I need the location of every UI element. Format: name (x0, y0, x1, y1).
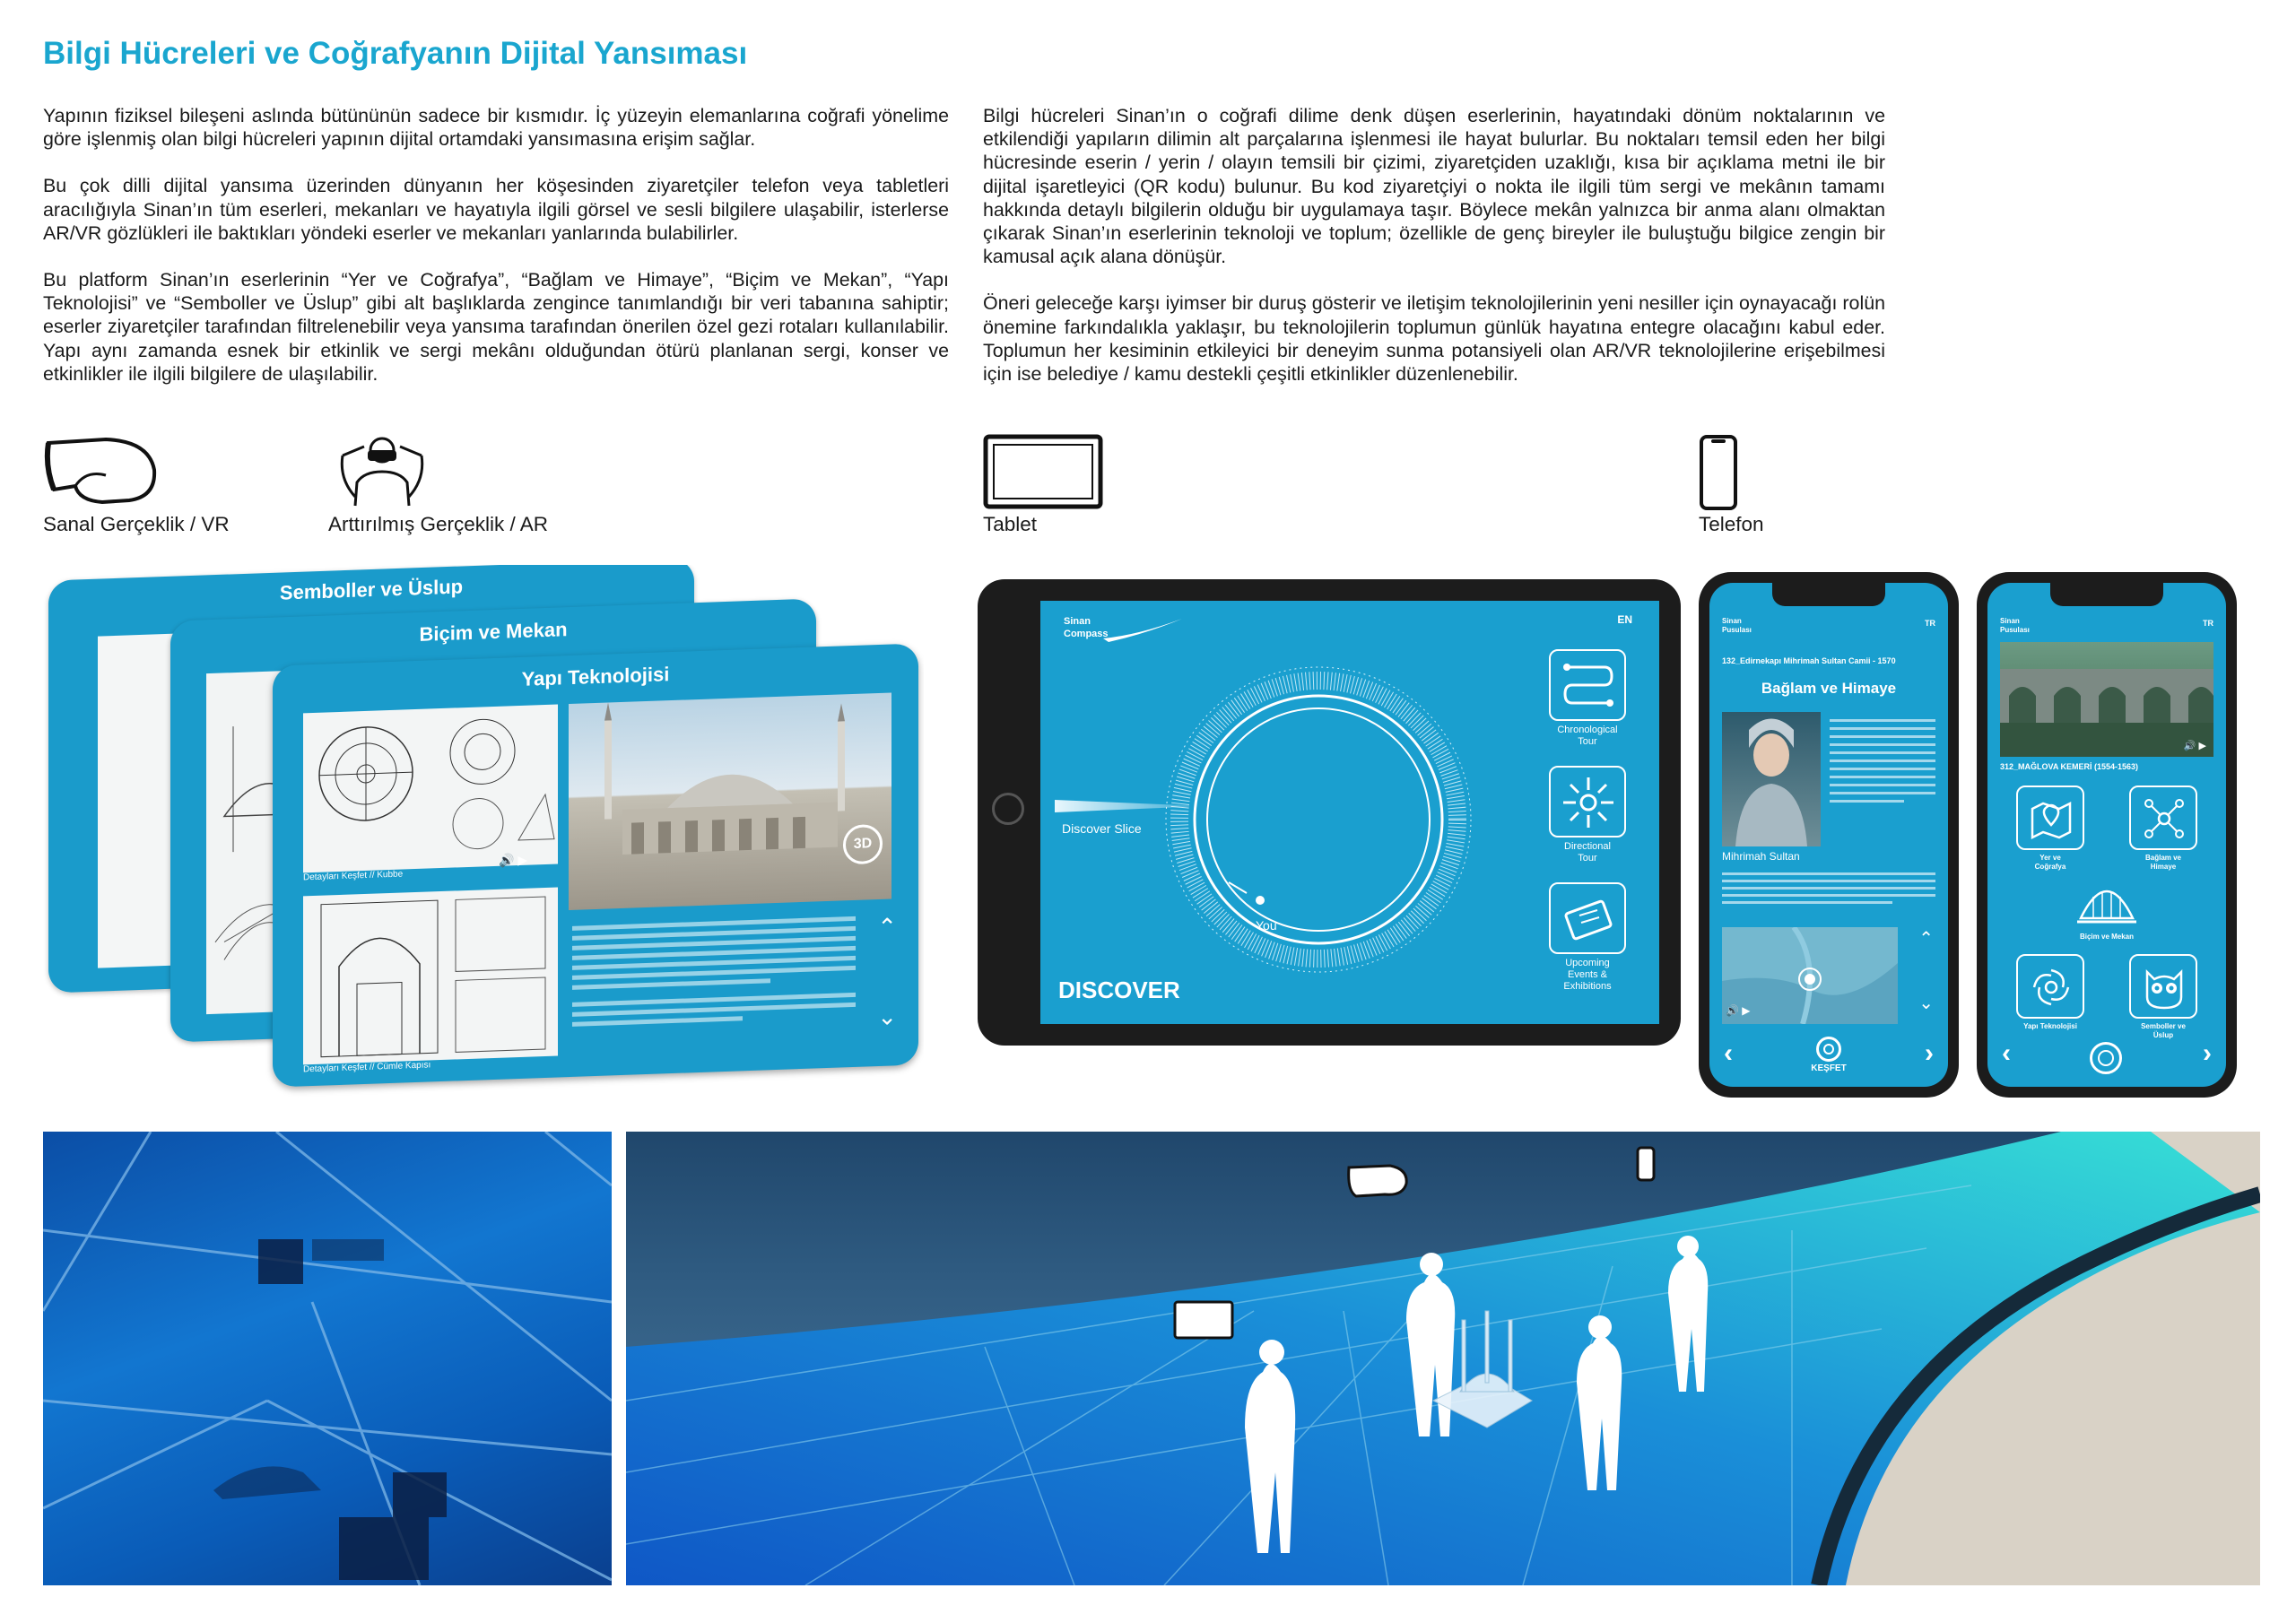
chevron-down-icon[interactable]: ⌄ (1918, 994, 1934, 1013)
portrait-text-block (1830, 714, 1935, 808)
portrait-caption: Mihrimah Sultan (1722, 850, 1800, 863)
vr-label: Sanal Gerçeklik / VR (43, 513, 230, 535)
ar-label: Arttırılmış Gerçeklik / AR (328, 513, 549, 535)
language-toggle[interactable]: TR (2203, 619, 2213, 628)
tablet-device (983, 434, 1162, 542)
tile-baglam-ve-himaye[interactable]: Bağlam ve Himaye (2120, 785, 2206, 872)
speaker-icon[interactable]: 🔊 ▶ (2183, 741, 2206, 751)
paragraph: Öneri geleceğe karşı iyimser bir duruş gösterir ve iletişim teknolojilerinin yeni nesiller için oynayacağı rolün önemine farkındalıkla yaklaşır, bu teknolojilerin toplumun günlük hayatına entegre olacağını kabul eder. Toplumun her kesiminin etkileyici bir deneyim sunma potansiyeli olan AR/VR teknolojilerine erişebilmesi için ise belediye / kamu destekli çeşitli etkinlikler düzenlenebilir. (983, 292, 1885, 386)
card-title: Biçim ve Mekan (419, 618, 568, 646)
next-arrow-icon[interactable]: › (1925, 1038, 1934, 1068)
description-text-block (572, 911, 856, 1055)
tile-bicim-ve-mekan[interactable]: Biçim ve Mekan (2064, 873, 2150, 942)
paragraph: Yapının fiziksel bileşeni aslında bütününün sadece bir kısmıdır. İç yüzeyin elemanlarına coğrafi yönelime göre işlenmiş olan bilgi hücreleri yapının dijital ortamdaki yansımasına erişim sağlar. (43, 105, 949, 151)
ar-device (328, 434, 597, 542)
target-icon (1816, 1037, 1841, 1062)
network-icon (2142, 796, 2187, 841)
you-marker-label: You (1256, 918, 1277, 933)
phone-icon (1699, 434, 1738, 511)
bio-text-block (1722, 868, 1935, 908)
info-cards-stack (36, 565, 924, 1103)
speaker-icon[interactable]: 🔊 ▶ (499, 852, 528, 868)
chevron-down-icon[interactable]: ⌄ (877, 1002, 897, 1031)
portal-drawing (303, 887, 558, 1064)
prev-arrow-icon[interactable]: ‹ (2002, 1038, 2011, 1068)
paragraph: Bu platform Sinan’ın eserlerinin “Yer ve Coğrafya”, “Bağlam ve Himaye”, “Biçim ve Mekan”, “Yapı Teknolojisi” ve “Semboller ve Üslup” gibi alt başlıklarda zengince tanımlandığı bir veri tabanına sahiptir; eserler ziyaretçiler tarafından filtrelenebilir veya yansıma tarafından önerilen özel gezi rotaları kullanılabilir. Yapı aynı zamanda esnek bir etkinlik ve sergi mekânı olduğundan ötürü planlanan sergi, konser ve etkinlikler ile ilgili bilgilere de ulaşılabilir. (43, 269, 949, 385)
caption-top: Detayları Keşfet // Kubbe (303, 869, 404, 883)
tablet-screen (1040, 601, 1659, 1024)
card-title: Semboller ve Üslup (279, 575, 464, 604)
spiral-icon (2027, 963, 2075, 1011)
next-arrow-icon[interactable]: › (2203, 1038, 2212, 1068)
discover-slice-label: Discover Slice (1062, 821, 1142, 836)
phone-mockup-2 (1977, 572, 2237, 1098)
notch (1772, 583, 1885, 606)
mosque-photo (569, 692, 891, 910)
dome-icon (2075, 873, 2138, 927)
artwork-subtitle: 312_MAĞLOVA KEMERİ (1554-1563) (2000, 762, 2139, 771)
menu-directional-tour[interactable]: Directional Tour (1544, 766, 1631, 873)
tile-closeup-photo (43, 1132, 612, 1585)
tablet-label: Tablet (983, 513, 1038, 535)
home-button[interactable] (992, 793, 1024, 825)
vr-device (43, 434, 230, 542)
speaker-icon[interactable]: 🔊 ▶ (1726, 1004, 1751, 1017)
language-toggle[interactable]: EN (1617, 613, 1632, 626)
card-title: Yapı Teknolojisi (521, 663, 670, 690)
right-text-column (983, 104, 1885, 409)
ar-person-icon (337, 434, 427, 509)
logo-swoosh-icon (1103, 617, 1184, 644)
app-logo: Sinan Pusulası (2000, 617, 2030, 634)
phone-mockup-1 (1699, 572, 1959, 1098)
scene-render (626, 1132, 2260, 1585)
caption-bottom: Detayları Keşfet // Cümle Kapısı (303, 1060, 431, 1075)
ticket-icon (1561, 892, 1615, 946)
owl-icon (2140, 963, 2188, 1011)
home-circle-button[interactable] (2090, 1042, 2122, 1074)
scene-drawing (626, 1132, 2260, 1585)
prev-arrow-icon[interactable]: ‹ (1724, 1038, 1733, 1068)
dome-plan-drawing (303, 704, 558, 872)
compass-dial[interactable] (1157, 658, 1480, 981)
vr-headset-icon (43, 434, 160, 506)
left-text-column (43, 104, 949, 409)
mosque-silhouette (569, 692, 891, 910)
tile-yapi-teknolojisi[interactable]: Yapı Teknolojisi (2007, 954, 2093, 1031)
phone-label: Telefon (1699, 513, 1764, 535)
route-icon (1561, 660, 1615, 710)
app-logo: Sinan Compass (1064, 616, 1109, 639)
aqueduct-photo (2000, 642, 2213, 757)
phone-screen (1987, 583, 2226, 1087)
tile-grid-lines (43, 1132, 612, 1585)
language-toggle[interactable]: TR (1925, 619, 1935, 628)
chevron-up-icon[interactable]: ⌃ (877, 913, 897, 942)
tile-yer-ve-cografya[interactable]: Yer ve Coğrafya (2007, 785, 2093, 872)
paragraph: Bilgi hücreleri Sinan’ın o coğrafi dilime denk düşen eserlerinin, hayatındaki dönüm noktalarının ve etkilendiği yapıların dilimin alt parçalarına işlenmesi ile hayat bulurlar. Bu noktaları temsil eden her bilgi hücresinde eserin / yerin / olayın temsili bir çizimi, ziyaretçiden uzaklığı, kısa bir açıklama metni ile bir dijital işaretleyici (QR kodu) bulunur. Bu kod ziyaretçiyi o nokta ile ilgili tüm sergi ve mekânın tamamı hakkında detaylı bilgilerin olduğu bir uygulamaya taşır. Böylece mekân yalnızca bir anma alanı olmaktan çıkarak Sinan’ın eserlerinin teknoloji ve toplum; özellikle de genç bireyler ile buluştuğu bilgice zengin bir kamusal açık alana dönüşür. (983, 105, 1885, 268)
menu-upcoming-events[interactable]: Upcoming Events & Exhibitions (1544, 882, 1631, 1008)
artwork-subtitle: 132_Edirnekapı Mihrimah Sultan Camii - 1570 (1722, 656, 1896, 665)
phone-screen (1709, 583, 1948, 1087)
paragraph: Bu çok dilli dijital yansıma üzerinden dünyanın her köşesinden ziyaretçiler telefon veya tabletleri aracılığıyla Sinan’ın tüm eserleri, mekanları ve hayatıyla ilgili görsel ve sesli bilgilere ulaşabilir, isterlerse AR/VR gözlükleri ile baktıkları yöndeki eserler ve mekanları yanlarında bulabilirler. (43, 175, 949, 244)
3d-badge[interactable]: 3D (843, 824, 883, 865)
app-logo: Sinan Pusulası (1722, 617, 1752, 634)
tablet-icon (983, 434, 1103, 509)
portrait-image (1722, 712, 1821, 846)
section-heading: Bağlam ve Himaye (1761, 680, 1897, 697)
compass-arrows-icon (1561, 776, 1615, 829)
card-yapi-teknolojisi[interactable] (273, 643, 918, 1087)
page-title: Bilgi Hücreleri ve Coğrafyanın Dijital Yansıması (43, 36, 748, 71)
tablet-mockup (978, 579, 1681, 1046)
map-pin-icon (2029, 796, 2074, 841)
discover-title[interactable]: DISCOVER (1058, 976, 1180, 1003)
phone-device (1699, 434, 1878, 542)
tile-semboller-ve-uslup[interactable]: Semboller ve Üslup (2120, 954, 2206, 1040)
menu-chronological-tour[interactable]: Chronological Tour (1544, 649, 1631, 757)
chevron-up-icon[interactable]: ⌃ (1918, 929, 1934, 949)
kesfet-button[interactable]: KEŞFET (1802, 1037, 1856, 1073)
notch (2050, 583, 2163, 606)
